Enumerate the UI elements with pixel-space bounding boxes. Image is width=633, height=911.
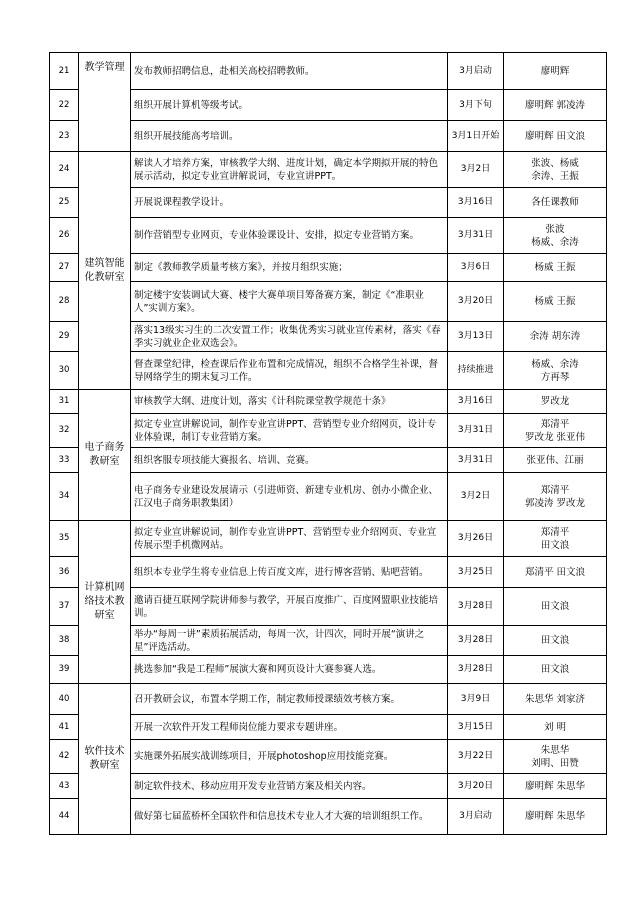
person-cell: 罗改龙 <box>504 390 607 414</box>
row-number: 38 <box>50 626 79 656</box>
table-row <box>50 626 607 656</box>
row-number: 44 <box>50 799 79 835</box>
time-cell: 3月2日 <box>448 473 504 521</box>
row-number: 35 <box>50 521 79 557</box>
task-cell: 组织客服专项技能大赛报名、培训、竞赛。 <box>131 448 448 473</box>
department-cell: 计算机网络技术教研室 <box>79 521 131 684</box>
table-row <box>50 390 607 414</box>
person-cell: 廖明辉 田文浪 <box>504 121 607 152</box>
time-cell: 3月16日 <box>448 390 504 414</box>
person-cell: 张波、杨威 余涛、王振 <box>504 152 607 188</box>
time-cell: 3月启动 <box>448 53 504 90</box>
person-cell: 郑清平 郭凌涛 罗改龙 <box>504 473 607 521</box>
row-number: 25 <box>50 188 79 218</box>
table-row <box>50 90 607 121</box>
department-cell: 电子商务教研室 <box>79 390 131 521</box>
time-cell: 持续推进 <box>448 352 504 390</box>
task-cell: 落实13级实习生的二次安置工作；收集优秀实习就业宣传素材，落实《春季实习就业企业双选会》。 <box>131 322 448 352</box>
person-cell: 廖明辉 朱思华 <box>504 774 607 799</box>
table-row <box>50 352 607 390</box>
task-cell: 审核教学大纲、进度计划，落实《计科院课堂教学规范十条》 <box>131 390 448 414</box>
row-number: 36 <box>50 557 79 588</box>
table-row <box>50 152 607 188</box>
person-cell: 刘 明 <box>504 715 607 740</box>
table-row <box>50 656 607 684</box>
table-row <box>50 740 607 774</box>
time-cell: 3月16日 <box>448 188 504 218</box>
task-cell: 组织本专业学生将专业信息上传百度文库，进行博客营销、贴吧营销。 <box>131 557 448 588</box>
row-number: 30 <box>50 352 79 390</box>
table-row <box>50 53 607 90</box>
table-row <box>50 254 607 282</box>
person-cell: 郑清平 田文浪 <box>504 557 607 588</box>
person-cell: 郑清平 罗改龙 张亚伟 <box>504 414 607 448</box>
time-cell: 3月2日 <box>448 152 504 188</box>
row-number: 29 <box>50 322 79 352</box>
person-cell: 廖明辉 <box>504 53 607 90</box>
time-cell: 3月下旬 <box>448 90 504 121</box>
row-number: 32 <box>50 414 79 448</box>
task-cell: 实施课外拓展实战训练项目，开展photoshop应用技能竞赛。 <box>131 740 448 774</box>
table-row <box>50 188 607 218</box>
task-cell: 电子商务专业建设发展请示（引进师资、新建专业机房、创办小微企业、江汉电子商务职教集团） <box>131 473 448 521</box>
task-cell: 做好第七届蓝桥杯全国软件和信息技术专业人才大赛的培训组织工作。 <box>131 799 448 835</box>
row-number: 40 <box>50 684 79 715</box>
person-cell: 各任课教师 <box>504 188 607 218</box>
task-cell: 召开教研会议，布置本学期工作，制定教师授课绩效考核方案。 <box>131 684 448 715</box>
task-cell: 开展说课程教学设计。 <box>131 188 448 218</box>
table-row <box>50 521 607 557</box>
person-cell: 张亚伟、江丽 <box>504 448 607 473</box>
table-row <box>50 322 607 352</box>
row-number: 23 <box>50 121 79 152</box>
time-cell: 3月22日 <box>448 740 504 774</box>
time-cell: 3月1日开始 <box>448 121 504 152</box>
row-number: 42 <box>50 740 79 774</box>
row-number: 34 <box>50 473 79 521</box>
row-number: 24 <box>50 152 79 188</box>
time-cell: 3月9日 <box>448 684 504 715</box>
table-row <box>50 282 607 322</box>
time-cell: 3月启动 <box>448 799 504 835</box>
person-cell: 朱思华 刘家济 <box>504 684 607 715</box>
table-row <box>50 121 607 152</box>
table-row <box>50 414 607 448</box>
task-cell: 制定《教师教学质量考核方案》，并按月组织实施； <box>131 254 448 282</box>
table-row <box>50 774 607 799</box>
task-cell: 组织开展计算机等级考试。 <box>131 90 448 121</box>
row-number: 28 <box>50 282 79 322</box>
time-cell: 3月13日 <box>448 322 504 352</box>
row-number: 37 <box>50 588 79 626</box>
task-cell: 制定楼宇安装调试大赛、楼宇大赛单项目筹备赛方案，制定《“准职业人”实训方案》。 <box>131 282 448 322</box>
task-cell: 制作营销型专业网页，专业体验课设计、安排，拟定专业营销方案。 <box>131 218 448 254</box>
time-cell: 3月6日 <box>448 254 504 282</box>
task-cell: 解读人才培养方案，审核教学大纲、进度计划，确定本学期拟开展的特色展示活动，拟定专业宣讲解说词，专业宣讲PPT。 <box>131 152 448 188</box>
time-cell: 3月26日 <box>448 521 504 557</box>
person-cell: 杨威、余涛 方再琴 <box>504 352 607 390</box>
task-cell: 制定软件技术、移动应用开发专业营销方案及相关内容。 <box>131 774 448 799</box>
person-cell: 廖明辉 朱思华 <box>504 799 607 835</box>
time-cell: 3月20日 <box>448 774 504 799</box>
person-cell: 杨威 王振 <box>504 282 607 322</box>
task-cell: 挑选参加“我是工程师”展演大赛和网页设计大赛参赛人选。 <box>131 656 448 684</box>
row-number: 41 <box>50 715 79 740</box>
table-row <box>50 684 607 715</box>
row-number: 43 <box>50 774 79 799</box>
work-plan-table <box>49 52 607 835</box>
time-cell: 3月31日 <box>448 448 504 473</box>
table-row <box>50 218 607 254</box>
row-number: 31 <box>50 390 79 414</box>
person-cell: 郑清平 田文浪 <box>504 521 607 557</box>
task-cell: 组织开展技能高考培训。 <box>131 121 448 152</box>
row-number: 33 <box>50 448 79 473</box>
person-cell: 张波 杨威、余涛 <box>504 218 607 254</box>
task-cell: 拟定专业宣讲解说词，制作专业宣讲PPT、营销型专业介绍网页、专业宣传展示型手机微网站。 <box>131 521 448 557</box>
department-cell: 建筑智能化教研室 <box>79 152 131 390</box>
row-number: 27 <box>50 254 79 282</box>
time-cell: 3月28日 <box>448 588 504 626</box>
table-row <box>50 557 607 588</box>
table-row <box>50 588 607 626</box>
row-number: 39 <box>50 656 79 684</box>
time-cell: 3月28日 <box>448 656 504 684</box>
person-cell: 田文浪 <box>504 656 607 684</box>
row-number: 22 <box>50 90 79 121</box>
department-cell: 教学管理 <box>79 53 131 152</box>
person-cell: 廖明辉 郭凌涛 <box>504 90 607 121</box>
person-cell: 田文浪 <box>504 588 607 626</box>
person-cell: 余涛 胡东涛 <box>504 322 607 352</box>
table-row <box>50 799 607 835</box>
task-cell: 邀请百捷互联网学院讲师参与教学，开展百度推广、百度网盟职业技能培训。 <box>131 588 448 626</box>
task-cell: 发布教师招聘信息，赴相关高校招聘教师。 <box>131 53 448 90</box>
time-cell: 3月31日 <box>448 414 504 448</box>
row-number: 21 <box>50 53 79 90</box>
time-cell: 3月15日 <box>448 715 504 740</box>
row-number: 26 <box>50 218 79 254</box>
department-cell: 软件技术教研室 <box>79 684 131 835</box>
time-cell: 3月31日 <box>448 218 504 254</box>
work-plan-table-container <box>49 52 606 835</box>
person-cell: 杨威 王振 <box>504 254 607 282</box>
time-cell: 3月20日 <box>448 282 504 322</box>
task-cell: 开展一次软件开发工程师岗位能力要求专题讲座。 <box>131 715 448 740</box>
table-row <box>50 448 607 473</box>
time-cell: 3月25日 <box>448 557 504 588</box>
task-cell: 举办“每周一讲”素质拓展活动，每周一次，计四次，同时开展“演讲之星”评选活动。 <box>131 626 448 656</box>
table-row <box>50 473 607 521</box>
person-cell: 田文浪 <box>504 626 607 656</box>
task-cell: 督查课堂纪律，检查课后作业布置和完成情况，组织不合格学生补课，督导网络学生的期末复习工作。 <box>131 352 448 390</box>
time-cell: 3月28日 <box>448 626 504 656</box>
person-cell: 朱思华 刘明、田赞 <box>504 740 607 774</box>
table-row <box>50 715 607 740</box>
task-cell: 拟定专业宣讲解说词，制作专业宣讲PPT、营销型专业介绍网页，设计专业体验课，制订专业营销方案。 <box>131 414 448 448</box>
